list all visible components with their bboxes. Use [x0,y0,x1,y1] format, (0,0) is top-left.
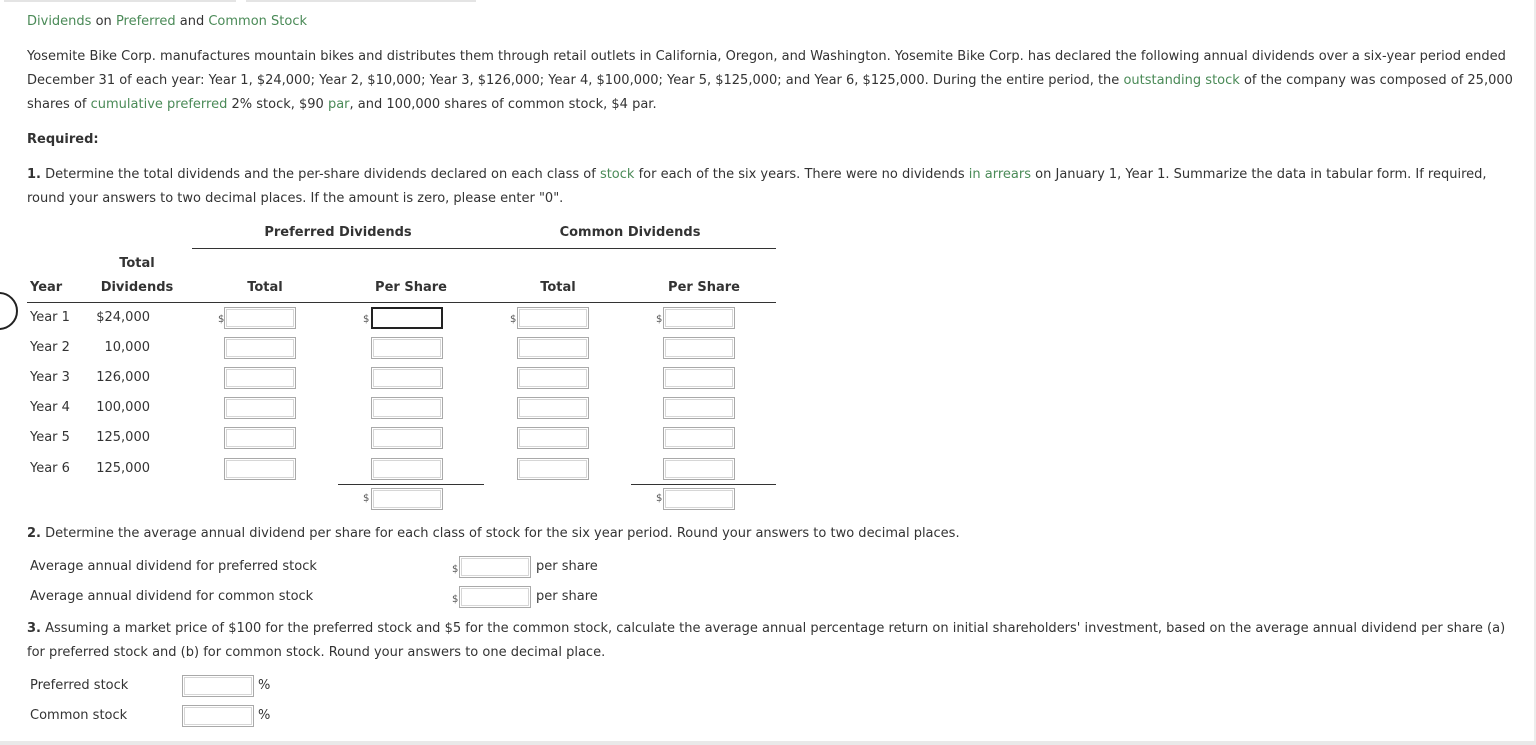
table-cell-year: Year 1 [30,310,70,325]
intro-text: , and 100,000 shares of common stock, $4 par. [349,97,657,112]
preferred-total-input[interactable] [224,307,296,329]
required-heading: Required: [27,132,99,147]
table-cell-year: Year 3 [30,370,70,385]
breadcrumb [27,14,307,29]
preferred-per-share-total-input[interactable] [371,488,443,510]
table-cell-total-dividends: 126,000 [96,370,150,385]
common-per-share-input[interactable] [663,367,735,389]
table-cell-year: Year 2 [30,340,70,355]
question-number: 3. [27,621,41,636]
currency-symbol: $ [452,564,459,575]
intro-paragraph [27,45,1522,117]
total-rule-preferred [338,484,484,485]
per-share-unit: per share [536,559,598,574]
table-cell-year: Year 4 [30,400,70,415]
preferred-per-share-input[interactable] [371,307,443,329]
currency-symbol: $ [363,314,370,325]
percent-unit: % [258,708,271,723]
col-header-common-per-share: Per Share [668,280,740,295]
preferred-per-share-input[interactable] [371,367,443,389]
col-header-common-total: Total [540,280,576,295]
total-rule-common [631,484,776,485]
question-3 [27,617,1522,665]
preferred-stock-label: Preferred stock [30,678,129,693]
common-per-share-total-input[interactable] [663,488,735,510]
currency-symbol: $ [363,493,370,504]
currency-symbol: $ [218,314,225,325]
avg-common-label: Average annual dividend for common stock [30,589,314,604]
table-cell-year: Year 6 [30,461,70,476]
table-cell-total-dividends: 125,000 [96,461,150,476]
currency-symbol: $ [656,314,663,325]
bottom-divider [0,741,1536,745]
breadcrumb-link-dividends[interactable]: Dividends [27,14,92,29]
currency-symbol: $ [656,493,663,504]
table-cell-total-dividends: 125,000 [96,430,150,445]
preferred-per-share-input[interactable] [371,458,443,480]
table-cell-total-dividends: 10,000 [104,340,150,355]
common-per-share-input[interactable] [663,397,735,419]
currency-symbol: $ [510,314,517,325]
common-total-input[interactable] [517,307,589,329]
common-per-share-input[interactable] [663,337,735,359]
group-header-common: Common Dividends [559,225,701,240]
glossary-link-outstanding-stock[interactable]: outstanding stock [1123,73,1240,88]
preferred-total-input[interactable] [224,397,296,419]
avg-preferred-label: Average annual dividend for preferred stock [30,559,317,574]
group-header-preferred: Preferred Dividends [264,225,412,240]
avg-common-dividend-input[interactable] [459,586,531,608]
question-1 [27,163,1522,211]
table-cell-year: Year 5 [30,430,70,445]
common-per-share-input[interactable] [663,307,735,329]
breadcrumb-text: on [95,14,112,29]
preferred-total-input[interactable] [224,337,296,359]
question-2 [27,526,960,541]
breadcrumb-text: and [179,14,205,29]
breadcrumb-link-preferred[interactable]: Preferred [115,14,176,29]
common-total-input[interactable] [517,337,589,359]
common-total-input[interactable] [517,367,589,389]
intro-text: Yosemite Bike Corp. manufactures mountain bikes and distributes them through retail outlets in California, Oregon, and Washington. Yosemite Bike Corp. has declared the following annual dividends over a six-year period ended December 31 of each year: Year 1, $24,000; Year 2, $10,000; Year 3, $126,000; Year 4, $100,000; Year 5, $125,000; and Year 6, $125,000. During the entire period, the [27,49,1506,88]
preferred-per-share-input[interactable] [371,427,443,449]
table-cell-total-dividends: $24,000 [96,310,150,325]
percent-unit: % [258,678,271,693]
col-header-preferred-total: Total [247,280,283,295]
question-text: Determine the average annual dividend per share for each class of stock for the six year period. Round your answers to two decimal places. [45,526,960,541]
per-share-unit: per share [536,589,598,604]
glossary-link-par[interactable]: par [327,97,350,112]
question-number: 1. [27,167,41,182]
question-text: Assuming a market price of $100 for the preferred stock and $5 for the common stock, calculate the average annual percentage return on initial shareholders' investment, based on the average annual dividend per share (a) for preferred stock and (b) for common stock. Round your answers to one decimal place. [27,621,1506,660]
preferred-total-input[interactable] [224,458,296,480]
glossary-link-stock[interactable]: stock [599,167,635,182]
glossary-link-cumulative-preferred[interactable]: cumulative preferred [90,97,228,112]
question-text: for each of the six years. There were no dividends [638,167,965,182]
col-header-total-dividends-bottom: Dividends [100,280,174,295]
common-per-share-input[interactable] [663,427,735,449]
preferred-per-share-input[interactable] [371,397,443,419]
top-tab-strip [4,0,236,2]
common-total-input[interactable] [517,458,589,480]
avg-preferred-dividend-input[interactable] [459,556,531,578]
intro-text: 2% stock, $90 [231,97,324,112]
header-rule [192,248,776,249]
common-total-input[interactable] [517,427,589,449]
question-number: 2. [27,526,41,541]
scroll-marker-icon [0,292,18,330]
col-header-preferred-per-share: Per Share [375,280,447,295]
common-per-share-input[interactable] [663,458,735,480]
preferred-total-input[interactable] [224,427,296,449]
common-total-input[interactable] [517,397,589,419]
col-header-year: Year [30,280,63,295]
preferred-return-input[interactable] [182,675,254,697]
preferred-total-input[interactable] [224,367,296,389]
common-return-input[interactable] [182,705,254,727]
top-tab-strip [246,0,476,2]
question-text: on January 1, Year 1. Summarize the data in tabular form. If required, round your answers to two decimal places. If the amount is zero, please enter "0". [27,167,1487,206]
table-cell-total-dividends: 100,000 [96,400,150,415]
col-header-total-dividends-top: Total [119,256,155,271]
common-stock-label: Common stock [30,708,128,723]
preferred-per-share-input[interactable] [371,337,443,359]
currency-symbol: $ [452,594,459,605]
question-text: Determine the total dividends and the per-share dividends declared on each class of [45,167,596,182]
breadcrumb-link-common-stock[interactable]: Common Stock [208,14,308,29]
intro-text: of the company was composed of 25,000 shares of [27,73,1513,112]
glossary-link-in-arrears[interactable]: in arrears [968,167,1032,182]
header-bottom-rule [27,302,776,303]
